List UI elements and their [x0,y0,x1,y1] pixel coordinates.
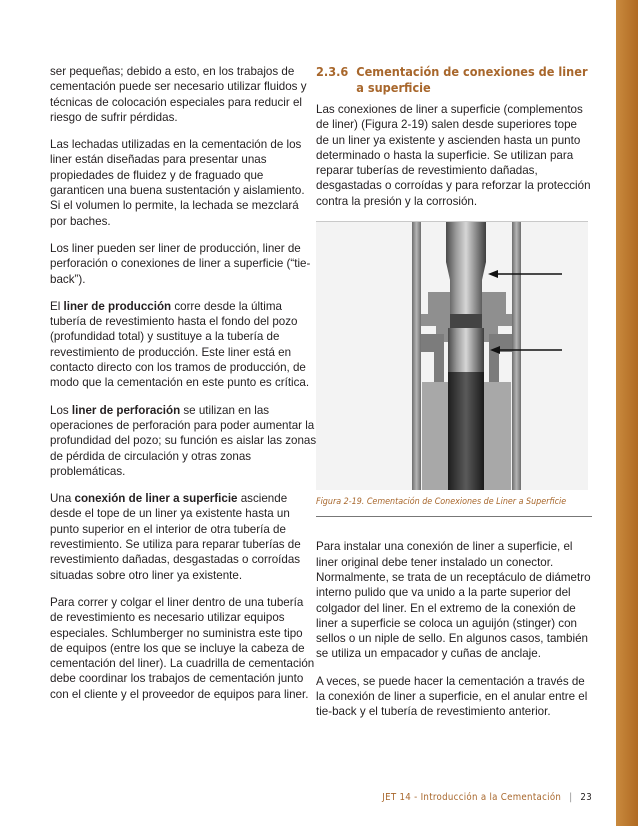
right-column [316,64,592,732]
seal-nipple [450,314,482,328]
figure-caption: Figura 2-19. Cementación de Conexiones de Liner a Superficie [316,490,592,517]
paragraph-tie-back-overview: Las conexiones de liner a superficie (complementos de liner) (Figura 2-19) salen desde superiores tope de un liner ya existente y ascienden hasta un punto determinado o hasta la superficie. Se utilizan para reparar tuberías de revestimiento dañadas, desgastadas o corroídas y para reforzar la protección contra la presión y la corrosión. [316,103,591,208]
paragraph-intro: ser pequeñas; debido a esto, en los trabajos de cementación puede ser necesario utilizar fluidos y técnicas de colocación especiales para reducir el riesgo de sufrir pérdidas. [50,65,307,124]
term-drilling-liner: liner de perforación [71,403,181,417]
arrow-upper [488,270,562,278]
tie-back-string [446,222,486,314]
tie-back-diagram [316,222,588,490]
paragraph-cementing-through: A veces, se puede hacer la cementación a través de la conexión de liner a superficie, en el anular entre el tie-back y el tubería de revestimiento anterior. [316,674,588,719]
paragraph-tie-back [50,491,318,583]
paragraph-liner-types: Los liner pueden ser liner de producción, liner de perforación o conexiones de liner a superficie (“tie-back”). [50,241,311,286]
paragraph-drilling-liner [50,403,318,479]
outer-casing-left-wall [412,222,421,490]
page-edge-band [616,0,638,826]
term-production-liner: liner de producción [63,299,172,313]
text-run: corre desde la última tubería de revestimiento hasta el fondo del pozo (profundidad total) y sustituye a la tubería de revestimiento de producción. Este liner está en contacto directo con los tramos de producción, de modo que la cementación en este punto es crítica. [50,299,310,390]
liner-hanger-right [489,334,512,382]
text-run: El [50,299,64,313]
figure-2-19 [316,221,588,490]
cement-annulus-left [422,382,448,490]
page-number: 23 [580,792,592,803]
seal-bore-receptacle [448,328,484,372]
text-run: se utilizan en las operaciones de perforación para poder aumentar la profundidad del pozo; su función es aislar las zonas de pérdida de circulación y otras zonas problemáticas. [50,403,317,478]
left-column [50,64,318,714]
paragraph-slurries: Las lechadas utilizadas en la cementación de los liner están diseñadas para presentar unas propiedades de fluidez y de fraguado que garanticen una buena sustentación y aislamiento. Si el volumen lo permite, la lechada se mezclará por baches. [50,138,305,228]
footer-separator: | [569,792,573,803]
outer-casing-right-wall [512,222,521,490]
section-title: Cementación de conexiones de liner a superficie [356,64,588,95]
paragraph-production-liner [50,299,318,391]
text-run: Los [50,403,72,417]
paragraph-equipment: Para correr y colgar el liner dentro de una tubería de revestimiento es necesario utilizar equipos especiales. Schlumberger no suministra este tipo de equipos (entre los que se incluye la cabeza de cementación del liner). La cuadrilla de cementación debe coordinar los trabajos de cementación junto con el cliente y el proveedor de equipos para liner. [50,595,315,701]
original-liner [448,372,484,490]
page-footer [382,792,592,803]
term-tie-back: conexión de liner a superficie [74,492,238,506]
text-run: asciende desde el tope de un liner ya existente hasta un punto superior en el interior de otra tubería de revestimiento. Se utiliza para reparar tuberías de revestimiento dañadas, desgastadas o corroídas situadas sobre otro liner ya existente. [50,492,301,582]
liner-hanger-left [421,334,444,382]
paragraph-installation: Para instalar una conexión de liner a superficie, el liner original debe tener instalado un conector. Normalmente, se trata de un receptáculo de diámetro interno pulido que va unido a la parte superior del colgador del liner. En el extremo de la conexión de liner a superficie se coloca un aguijón (stinger) con sellos o un niple de sello. En algunos casos, también se utiliza un empacador y cuñas de anclaje. [316,540,591,661]
publication-title: JET 14 - Introducción a la Cementación [382,792,562,803]
section-number: 2.3.6 [316,64,349,79]
text-run: Una [50,492,75,506]
cement-annulus-right [484,382,511,490]
section-heading [316,64,592,96]
